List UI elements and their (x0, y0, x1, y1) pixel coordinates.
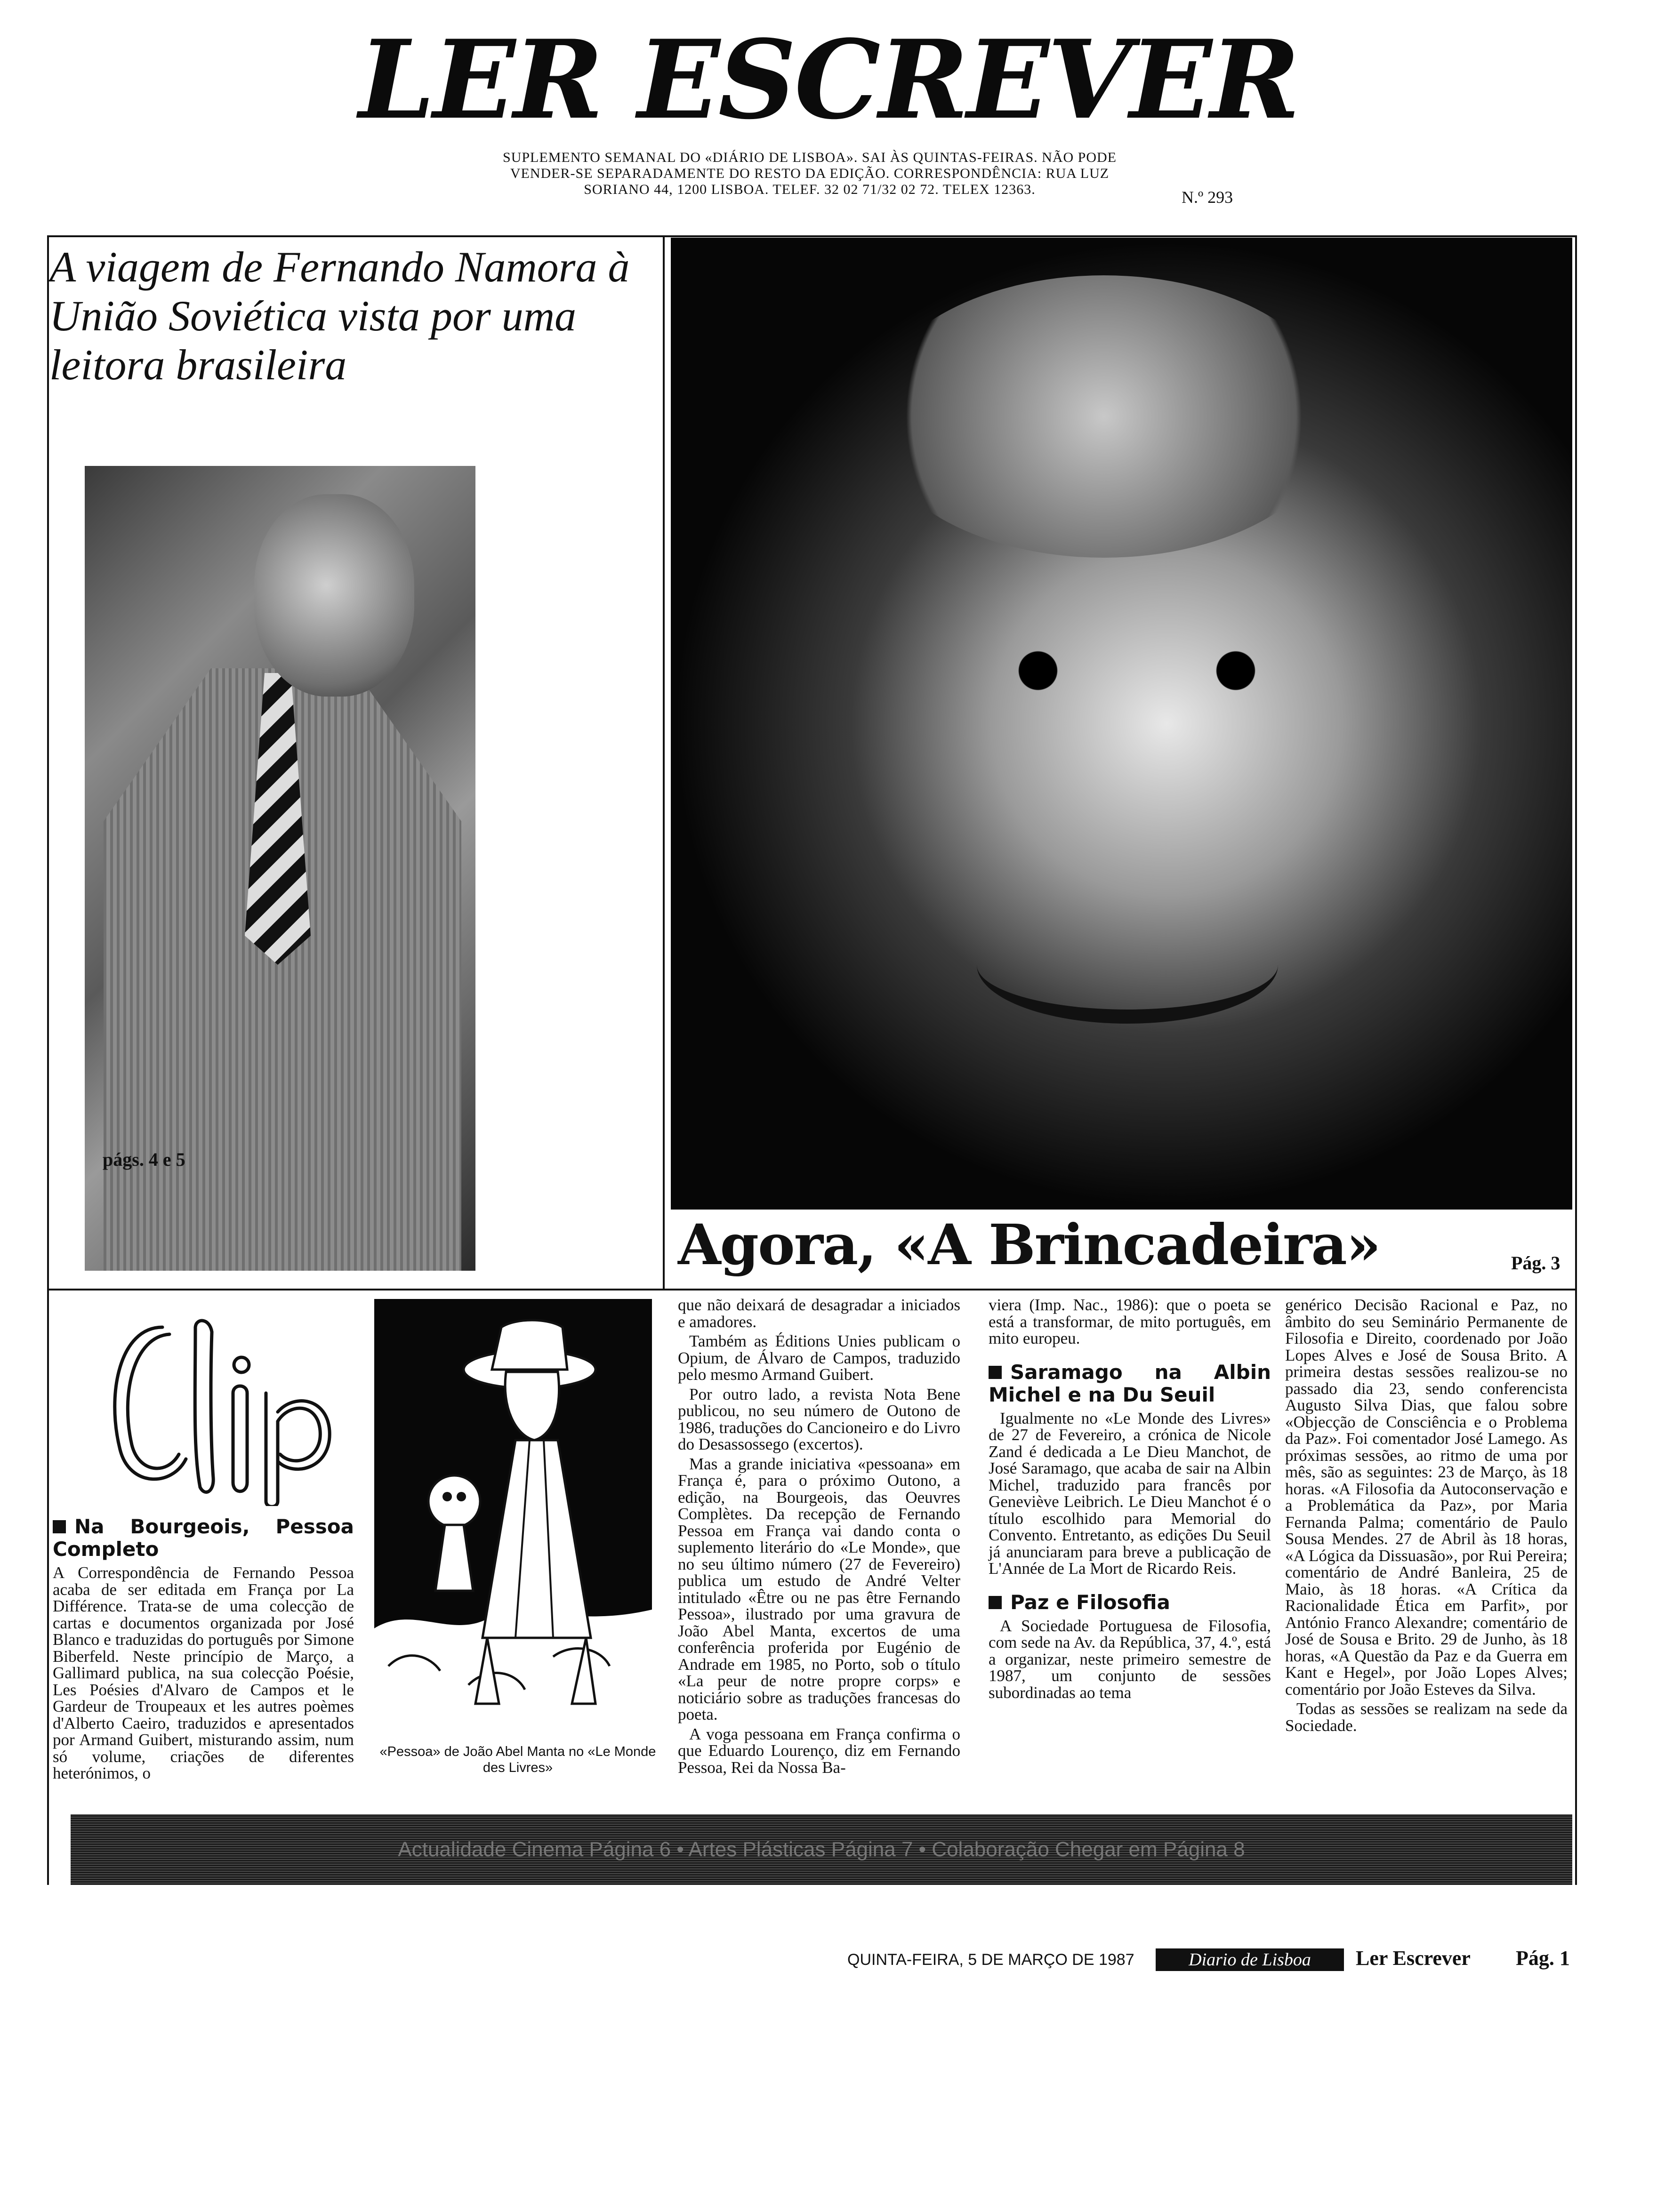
lead-right-page[interactable]: Pág. 3 (1511, 1252, 1560, 1274)
lead-left-title[interactable]: A viagem de Fernando Namora à União Soviética vista por uma leitora brasileira (49, 243, 630, 389)
section-heading: Na Bourgeois, Pessoa Completo (53, 1515, 354, 1561)
article-text: A Correspondência de Fernando Pessoa acaba de ser editada em França por La Différence. Trata-se de uma colecção de cartas e documentos organizada por José Blanco e traduzidas do português por Simone Biberfeld. Neste princípio de Março, a Gallimard publica, na sua colecção Poésie, Les Poésies d'Alvaro de Campos et le Gardeur de Troupeaux et les autres poèmes d'Alberto Caeiro, traduzidos e apresentados por Armand Guibert, misturando assim, num só volume, criações de diferentes heterónimos, o (53, 1563, 354, 1782)
article-text: A Sociedade Portuguesa de Filosofia, com sede na Av. da República, 37, 4.º, está a organizar, neste primeiro semestre de 1987, um conjunto de sessões subordinadas ao tema (989, 1616, 1271, 1702)
lead-right-headline[interactable]: Agora, «A Brincadeira» (678, 1212, 1380, 1277)
lead-left-pages[interactable]: págs. 4 e 5 (103, 1149, 185, 1170)
clip-column-2 (678, 1297, 960, 1779)
clip-column-1 (53, 1515, 354, 1785)
article-text: Todas as sessões se realizam na sede da Sociedade. (1285, 1699, 1568, 1735)
section-heading: Paz e Filosofia (989, 1591, 1271, 1614)
footer-page-number: Pág. 1 (1516, 1947, 1570, 1970)
issue-number: N.º 293 (1182, 188, 1233, 207)
clip-column-4 (1285, 1297, 1568, 1737)
article-text: Mas a grande iniciativa «pessoana» em França é, para o próximo Outono, a edição, na Bourgeois, das Oeuvres Complètes. Da recepção de Fernando Pessoa em França vai dando conta o suplemento literário do «Le Monde», que no seu último número (27 de Fevereiro) publica um estudo de André Velter intitulado «Être ou ne pas être Fernando Pessoa», ilustrado por uma gravura de João Abel Manta, excertos de uma conferência proferida por Eugénio de Andrade em 1985, no Porto, sob o título «La peur de notre propre corps» e noticiário sobre as traduções francesas do poeta. (678, 1454, 960, 1723)
clip-logo-icon (92, 1299, 337, 1506)
bullet-square-icon (53, 1520, 66, 1533)
article-text: Por outro lado, a revista Nota Bene publicou, no seu número de Outono de 1986, traduções do Cancioneiro e do Livro do Desassossego (excertos). (678, 1385, 960, 1453)
frame-top-rule (47, 235, 1577, 237)
frame-left-rule (47, 235, 49, 1885)
illustration-caption: «Pessoa» de João Abel Manta no «Le Monde des Livres» (379, 1744, 656, 1775)
article-text: Também as Éditions Unies publicam o Opium, de Álvaro de Campos, traduzido pelo mesmo Armand Guibert. (678, 1332, 960, 1384)
footer-date: QUINTA-FEIRA, 5 DE MARÇO DE 1987 (847, 1951, 1134, 1969)
newspaper-logo: Diario de Lisboa (1156, 1948, 1344, 1971)
article-text: que não deixará de desagradar a iniciados e amadores. (678, 1296, 960, 1331)
article-text: viera (Imp. Nac., 1986): que o poeta se está a transformar, de mito português, em mito europeu. (989, 1296, 1271, 1347)
section-heading: Saramago na Albin Michel e na Du Seuil (989, 1360, 1271, 1406)
footer-supplement-name: Ler Escrever (1356, 1947, 1471, 1970)
masthead-info: SUPLEMENTO SEMANAL DO «DIÁRIO DE LISBOA». SAI ÀS QUINTAS-FEIRAS. NÃO PODE VENDER-SE SEPARADAMENTE DO RESTO DA EDIÇÃO. CORRESPONDÊNCIA: RUA LUZ SORIANO 44, 1200 LISBOA. TELEF. 32 02 71/32 02 72. TELEX 12363. (503, 150, 1117, 197)
article-text: Igualmente no «Le Monde des Livres» de 27 de Fevereiro, a crónica de Nicole Zand é dedicada a Le Dieu Manchot, de José Saramago, que acaba de sair na Albin Michel, traduzido para francês por Geneviève Leibrich. Le Dieu Manchot é o título escolhido para Memorial do Convento. Entretanto, as edições Du Seuil já anunciaram para breve a publicação de L'Année de La Mort de Ricardo Reis. (989, 1409, 1271, 1578)
frame-middle-vertical-rule (663, 235, 665, 1290)
clip-column-3 (989, 1297, 1271, 1704)
article-text: A voga pessoana em França confirma o que Eduardo Lourenço, diz em Fernando Pessoa, Rei da Nossa Ba- (678, 1724, 960, 1777)
frame-mid-horizontal-rule (47, 1289, 1577, 1290)
contents-banner: Actualidade Cinema Página 6 • Artes Plásticas Página 7 • Colaboração Chegar em Página 8 (71, 1814, 1572, 1885)
kundera-photo (671, 238, 1572, 1210)
masthead-title: LER ESCREVER (358, 16, 1299, 144)
frame-right-rule (1575, 235, 1577, 1885)
bullet-square-icon (989, 1596, 1002, 1609)
pessoa-illustration (374, 1299, 652, 1746)
article-text: genérico Decisão Racional e Paz, no âmbito do seu Seminário Permanente de Filosofia e Direito, coordenado por João Lopes Alves e José de Sousa Brito. A primeira destas sessões realizou-se no passado dia 23, sendo conferencista Augusto Silva Dias, que falou sobre «Objecção de Consciência e o Problema da Paz». Foi comentador José Lamego. As próximas sessões, ao ritmo de uma por mês, são as seguintes: 23 de Março, às 18 horas. «A Filosofia da Autoconservação e a Problemática da Paz», por Maria Fernanda Palma; comentário de Paulo Sousa Mendes. 27 de Abril às 18 horas, «A Lógica da Dissuasão», por Rui Pereira; comentário de André Banleira, 25 de Maio, às 18 horas. «A Crítica da Racionalidade Ética em Parfit», por António Franco Alexandre; comentário de José de Sousa e Brito. 29 de Junho, às 18 horas, «A Questão da Paz e da Guerra em Kant e Hegel», por João Lopes Alves; comentário por João Esteves da Silva. (1285, 1296, 1568, 1699)
bullet-square-icon (989, 1366, 1002, 1379)
